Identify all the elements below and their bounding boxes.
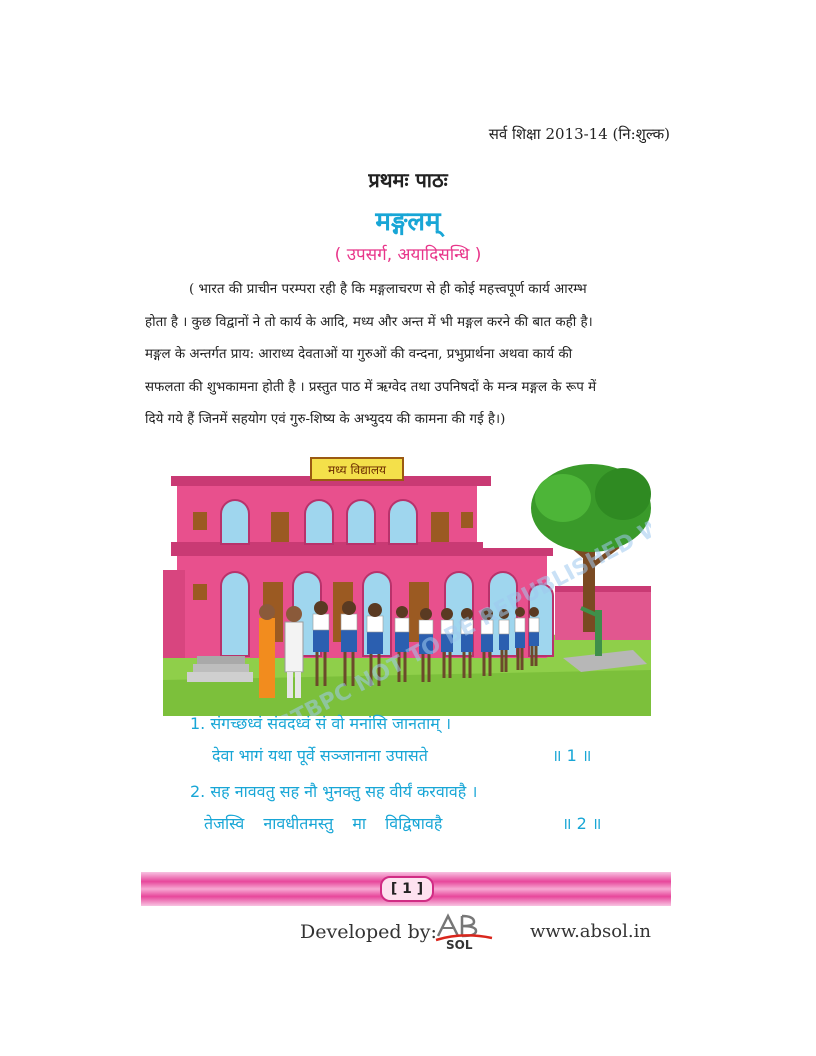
intro-line: सफलता की शुभकामना होती है । प्रस्तुत पाठ में ऋग्वेद तथा उपनिषदों के मन्त्र मङ्गल के रूप में bbox=[145, 379, 597, 395]
intro-line: दिये गये हैं जिनमें सहयोग एवं गुरु-शिष्य के अभ्युदय की कामना की गई है।) bbox=[145, 412, 506, 427]
developed-by-label: Developed by: bbox=[300, 921, 437, 943]
lesson-subtitle: ( उपसर्ग, अयादिसन्धि ) bbox=[334, 245, 482, 265]
intro-line: मङ्गल के अन्तर्गत प्राय: आराध्य देवताओं या गुरुओं की वन्दना, प्रभुप्रार्थना अथवा कार्य की bbox=[145, 347, 573, 362]
verse-line-3: 2. सह नाववतु सह नौ भुनक्तु सह वीर्यं करवावहै । bbox=[190, 782, 478, 801]
site-url: www.absol.in bbox=[530, 921, 651, 942]
intro-line: ( भारत की प्राचीन परम्परा रही है कि मङ्गलाचरण से ही कोई महत्त्वपूर्ण कार्य आरम्भ bbox=[189, 282, 587, 297]
header-note: सर्व शिक्षा 2013-14 (नि:शुल्क) bbox=[488, 125, 670, 143]
verse-number-1: ॥ 1 ॥ bbox=[552, 746, 592, 765]
verse-number-2: ॥ 2 ॥ bbox=[562, 814, 602, 833]
school-illustration bbox=[163, 450, 651, 716]
absol-logo bbox=[432, 912, 502, 950]
page-number: [ 1 ] bbox=[380, 876, 434, 902]
logo-text: SOL bbox=[446, 938, 473, 950]
lesson-number: प्रथमः पाठः bbox=[368, 168, 448, 192]
signboard-text: मध्य विद्यालय bbox=[327, 463, 387, 477]
intro-line: होता है । कुछ विद्वानों ने तो कार्य के आदि, मध्य और अन्त में भी मङ्गल करने की बात कही है। bbox=[145, 314, 593, 330]
watermark-text: BSTBPC NOT TO BE REPUBLISHED bbox=[258, 528, 640, 716]
lesson-title: मङ्गलम् bbox=[375, 207, 441, 237]
intro-paragraph bbox=[145, 274, 675, 437]
verse-line-1: 1. संगच्छध्वं संवदध्वं सं वो मनांसि जानताम् । bbox=[190, 714, 452, 733]
verse-line-4: तेजस्वि नावधीतमस्तु मा विद्विषावहै bbox=[204, 814, 443, 833]
verse-line-2: देवा भागं यथा पूर्वे सञ्जानाना उपासते bbox=[212, 746, 428, 765]
